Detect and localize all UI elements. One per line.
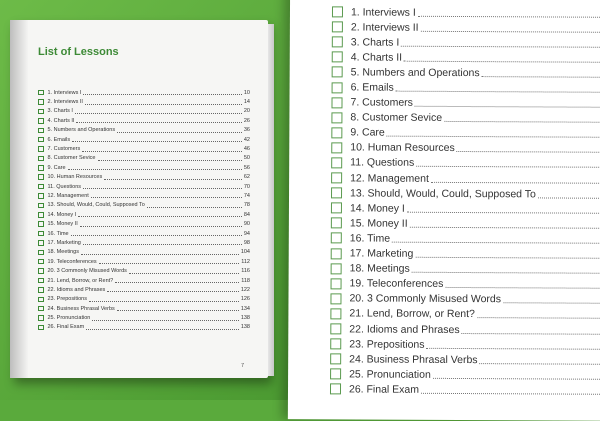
checkbox-icon[interactable]: [38, 259, 44, 265]
zoomed-lesson-item: [332, 80, 600, 97]
checkbox-icon[interactable]: [38, 184, 44, 190]
dot-leader: [416, 159, 600, 168]
zoomed-lesson-item: [330, 382, 600, 399]
dot-leader: [107, 287, 239, 292]
book-page-number: 7: [241, 363, 245, 369]
book-lesson-item: [38, 97, 250, 106]
dot-leader: [431, 174, 600, 183]
book-lesson-page: 138: [240, 315, 250, 322]
book-lesson-page: 112: [241, 258, 250, 265]
book-lesson-item: [38, 182, 250, 191]
book-lesson-item: [38, 107, 250, 116]
checkbox-icon[interactable]: [38, 118, 44, 124]
book-lesson-page: 134: [240, 305, 250, 312]
dot-leader: [412, 265, 600, 274]
book-lesson-label: 20. 3 Commonly Misused Words: [47, 268, 127, 275]
dot-leader: [457, 144, 600, 153]
dot-leader: [80, 222, 242, 227]
dot-leader: [147, 203, 242, 208]
checkbox-icon[interactable]: [38, 128, 44, 134]
zoomed-lesson-label: 5. Numbers and Operations: [350, 66, 480, 80]
book-lesson-page: 118: [241, 277, 250, 284]
book-lesson-item: [38, 323, 250, 332]
dot-leader: [462, 326, 600, 335]
dot-leader: [83, 240, 242, 245]
book-lesson-item: [38, 173, 250, 182]
checkbox-icon[interactable]: [332, 67, 343, 78]
book-lesson-item: [38, 116, 250, 125]
checkbox-icon[interactable]: [330, 293, 341, 304]
book-lesson-page: 50: [243, 155, 250, 162]
zoomed-lesson-label: 26. Final Exam: [348, 383, 420, 396]
dot-leader: [482, 69, 600, 78]
checkbox-icon[interactable]: [38, 250, 44, 256]
zoomed-lesson-label: 22. Idioms and Phrases: [349, 322, 460, 336]
book-lesson-item: [38, 126, 250, 135]
book-lesson-label: 8. Customer Sevice: [47, 155, 96, 162]
book-lesson-label: 15. Money II: [47, 221, 78, 228]
dot-leader: [68, 165, 242, 170]
book-lesson-item: [38, 313, 250, 322]
book-lesson-item: [38, 238, 250, 247]
zoomed-lesson-item: [330, 321, 600, 338]
book-lesson-label: 19. Teleconferences: [47, 258, 97, 265]
book-lesson-item: [38, 210, 250, 219]
checkbox-icon[interactable]: [332, 37, 343, 48]
dot-leader: [410, 220, 600, 229]
book-lesson-label: 11. Questions: [47, 183, 82, 190]
zoomed-lesson-item: [332, 4, 600, 21]
book-lesson-label: 12. Management: [47, 192, 89, 199]
zoomed-lesson-item: [331, 231, 600, 248]
book-lesson-label: 25. Pronunciation: [47, 315, 91, 322]
dot-leader: [477, 311, 600, 320]
dot-leader: [104, 175, 242, 180]
checkbox-icon[interactable]: [38, 193, 44, 199]
zoomed-lesson-label: 17. Marketing: [349, 247, 414, 260]
dot-leader: [433, 371, 600, 380]
book-lesson-label: 23. Prepositions: [47, 296, 87, 303]
checkbox-icon[interactable]: [330, 323, 341, 334]
dot-leader: [503, 296, 600, 305]
zoomed-lesson-item: [331, 125, 600, 142]
book-title: List of Lessons: [38, 46, 119, 58]
checkbox-icon[interactable]: [330, 338, 341, 349]
zoomed-lesson-label: 12. Management: [350, 172, 429, 185]
book-lesson-item: [38, 154, 250, 163]
book-lesson-page: 78: [243, 202, 250, 209]
zoomed-lesson-label: 2. Interviews II: [350, 21, 419, 34]
checkbox-icon[interactable]: [38, 174, 44, 180]
dot-leader: [83, 184, 242, 189]
dot-leader: [72, 137, 242, 142]
zoomed-lesson-label: 25. Pronunciation: [349, 368, 431, 381]
book-lesson-list: [38, 88, 250, 332]
book-lesson-label: 3. Charts I: [47, 108, 73, 115]
dot-leader: [115, 278, 239, 283]
checkbox-icon[interactable]: [38, 137, 44, 143]
dot-leader: [75, 109, 242, 114]
zoomed-lesson-item: [331, 201, 600, 218]
book-lesson-page: 74: [243, 192, 250, 199]
book-lesson-page: 84: [243, 211, 250, 218]
dot-leader: [81, 250, 239, 255]
zoomed-lesson-label: 4. Charts II: [350, 51, 403, 64]
checkbox-icon[interactable]: [38, 240, 44, 246]
zoomed-lesson-item: [331, 110, 600, 127]
book-lesson-label: 6. Emails: [47, 136, 71, 143]
checkbox-icon[interactable]: [331, 233, 342, 244]
book-lesson-item: [38, 201, 250, 210]
checkbox-icon[interactable]: [38, 165, 44, 171]
checkbox-icon[interactable]: [331, 248, 342, 259]
book-lesson-label: 21. Lend, Borrow, or Rent?: [47, 277, 114, 284]
checkbox-icon[interactable]: [330, 369, 341, 380]
checkbox-icon[interactable]: [38, 315, 44, 321]
zoomed-lesson-item: [331, 140, 600, 157]
checkbox-icon[interactable]: [38, 212, 44, 218]
book-lesson-item: [38, 229, 250, 238]
book-lesson-label: 10. Human Resources: [47, 174, 103, 181]
checkbox-icon[interactable]: [332, 82, 343, 93]
book-lesson-page: 90: [243, 221, 250, 228]
dot-leader: [415, 99, 600, 108]
zoomed-lesson-label: 24. Business Phrasal Verbs: [349, 353, 478, 366]
book-lesson-page: 94: [243, 230, 250, 237]
dot-leader: [401, 38, 600, 47]
book-lesson-label: 22. Idioms and Phrases: [47, 286, 106, 293]
zoomed-lesson-item: [330, 351, 600, 368]
dot-leader: [82, 147, 242, 152]
checkbox-icon[interactable]: [330, 354, 341, 365]
book-lesson-item: [38, 248, 250, 257]
zoomed-lesson-label: 10. Human Resources: [350, 141, 455, 155]
book-lesson-page: 42: [243, 136, 250, 143]
checkbox-icon[interactable]: [331, 278, 342, 289]
book-lesson-page: 26: [243, 117, 250, 124]
book-lesson-item: [38, 163, 250, 172]
dot-leader: [71, 231, 242, 236]
book-lesson-page: 62: [243, 174, 250, 181]
dot-leader: [392, 235, 600, 244]
checkbox-icon[interactable]: [331, 203, 342, 214]
checkbox-icon[interactable]: [38, 99, 44, 105]
checkbox-icon[interactable]: [38, 306, 44, 312]
book-lesson-item: [38, 285, 250, 294]
dot-leader: [76, 118, 241, 123]
zoomed-lesson-item: [332, 50, 600, 67]
book-lesson-item: [38, 295, 250, 304]
checkbox-icon[interactable]: [38, 268, 44, 274]
zoomed-lesson-label: 6. Emails: [350, 81, 394, 94]
dot-leader: [480, 356, 600, 365]
book-lesson-page: 104: [240, 249, 250, 256]
checkbox-icon[interactable]: [331, 97, 342, 108]
dot-leader: [404, 54, 600, 63]
zoomed-lesson-label: 20. 3 Commonly Misused Words: [349, 292, 502, 306]
checkbox-icon[interactable]: [38, 325, 44, 331]
book-lesson-page: 138: [240, 324, 250, 331]
dot-leader: [85, 100, 242, 105]
zoomed-lesson-item: [330, 306, 600, 323]
zoomed-lesson-label: 3. Charts I: [350, 36, 400, 49]
zoomed-lesson-item: [330, 291, 600, 308]
checkbox-icon[interactable]: [38, 156, 44, 162]
checkbox-icon[interactable]: [38, 203, 44, 209]
book-lesson-label: 24. Business Phrasal Verbs: [47, 305, 115, 312]
zoomed-lesson-label: 8. Customer Sevice: [350, 111, 443, 125]
checkbox-icon[interactable]: [38, 287, 44, 293]
dot-leader: [387, 129, 600, 138]
zoomed-lesson-label: 23. Prepositions: [349, 338, 425, 351]
zoomed-lesson-label: 1. Interviews I: [350, 5, 416, 19]
checkbox-icon[interactable]: [331, 112, 342, 123]
zoomed-page: [288, 0, 600, 421]
checkbox-icon[interactable]: [38, 297, 44, 303]
checkbox-icon[interactable]: [38, 146, 44, 152]
book-lesson-page: 36: [243, 127, 250, 134]
book-lesson-page: 126: [240, 296, 250, 303]
dot-leader: [92, 316, 239, 321]
book-lesson-label: 18. Meetings: [47, 249, 79, 256]
checkbox-icon[interactable]: [331, 142, 342, 153]
book-lesson-page: 46: [243, 146, 250, 153]
book-lesson-label: 7. Customers: [47, 146, 81, 153]
checkbox-icon[interactable]: [332, 21, 343, 32]
zoomed-lesson-item: [332, 19, 600, 36]
dot-leader: [91, 193, 242, 198]
checkbox-icon[interactable]: [38, 221, 44, 227]
book-lesson-label: 4. Charts II: [47, 117, 75, 124]
zoomed-lesson-item: [331, 185, 600, 202]
dot-leader: [538, 190, 600, 198]
book-lesson-page: 20: [243, 108, 250, 115]
checkbox-icon[interactable]: [38, 231, 44, 237]
dot-leader: [427, 340, 600, 349]
dot-leader: [78, 212, 242, 217]
dot-leader: [444, 114, 600, 123]
zoomed-lesson-item: [330, 336, 600, 353]
checkbox-icon[interactable]: [38, 109, 44, 115]
book-lesson-page: 10: [243, 89, 250, 96]
book-lesson-item: [38, 88, 250, 97]
book-lesson-item: [38, 135, 250, 144]
book-lesson-label: 2. Interviews II: [47, 99, 83, 106]
book-lesson-page: 98: [243, 239, 250, 246]
dot-leader: [445, 280, 600, 289]
book-lesson-item: [38, 191, 250, 200]
dot-leader: [415, 250, 600, 259]
zoomed-lesson-label: 18. Meetings: [349, 262, 410, 275]
dot-leader: [86, 325, 239, 330]
zoomed-lesson-label: 7. Customers: [350, 96, 413, 109]
zoomed-lesson-label: 11. Questions: [350, 156, 415, 170]
checkbox-icon[interactable]: [330, 308, 341, 319]
book-lesson-label: 13. Should, Would, Could, Supposed To: [47, 202, 145, 209]
dot-leader: [117, 306, 239, 311]
book-lesson-page: 116: [241, 268, 250, 275]
zoomed-lesson-item: [331, 155, 600, 172]
book-lesson-item: [38, 257, 250, 266]
book-lesson-item: [38, 266, 250, 275]
book-lesson-label: 17. Marketing: [47, 239, 81, 246]
book-lesson-label: 9. Care: [47, 164, 66, 171]
checkbox-icon[interactable]: [331, 263, 342, 274]
checkbox-icon[interactable]: [38, 278, 44, 284]
book-lesson-item: [38, 276, 250, 285]
dot-leader: [117, 128, 242, 133]
checkbox-icon[interactable]: [331, 188, 342, 199]
book-lesson-page: 14: [243, 99, 250, 106]
zoomed-lesson-label: 14. Money I: [349, 202, 405, 215]
zoomed-lesson-item: [332, 65, 600, 82]
zoomed-lesson-item: [331, 216, 600, 233]
dot-leader: [89, 297, 239, 302]
zoomed-lesson-label: 15. Money II: [349, 217, 408, 230]
book-lesson-item: [38, 219, 250, 228]
checkbox-icon[interactable]: [331, 218, 342, 229]
dot-leader: [129, 269, 239, 274]
book-lesson-label: 5. Numbers and Operations: [47, 127, 116, 134]
book-page: [10, 20, 268, 378]
checkbox-icon[interactable]: [331, 157, 342, 168]
book-lesson-page: 70: [243, 183, 250, 190]
checkbox-icon[interactable]: [331, 127, 342, 138]
zoomed-lesson-item: [332, 35, 600, 52]
book-lesson-page: 56: [243, 164, 250, 171]
book-lesson-label: 14. Money I: [47, 211, 77, 218]
checkbox-icon[interactable]: [38, 90, 44, 96]
zoomed-lesson-label: 13. Should, Would, Could, Supposed To: [350, 187, 536, 201]
checkbox-icon[interactable]: [332, 52, 343, 63]
dot-leader: [421, 23, 600, 32]
book-lesson-label: 1. Interviews I: [47, 89, 82, 96]
checkbox-icon[interactable]: [332, 6, 343, 17]
book-lesson-page: 122: [240, 286, 250, 293]
zoomed-lesson-label: 19. Teleconferences: [349, 277, 444, 291]
book-lesson-label: 26. Final Exam: [47, 324, 85, 331]
dot-leader: [83, 90, 241, 95]
dot-leader: [421, 386, 600, 395]
checkbox-icon[interactable]: [331, 172, 342, 183]
book-lesson-item: [38, 144, 250, 153]
dot-leader: [396, 84, 600, 93]
dot-leader: [418, 8, 600, 17]
zoomed-lesson-item: [330, 367, 600, 384]
zoomed-lesson-label: 16. Time: [349, 232, 391, 245]
dot-leader: [99, 259, 240, 264]
zoomed-lesson-list: [330, 4, 600, 398]
dot-leader: [407, 204, 600, 213]
zoomed-lesson-item: [331, 261, 600, 278]
zoomed-lesson-item: [331, 170, 600, 187]
zoomed-lesson-item: [331, 246, 600, 263]
dot-leader: [98, 156, 242, 161]
zoomed-lesson-label: 21. Lend, Borrow, or Rent?: [349, 307, 475, 321]
zoomed-lesson-item: [331, 276, 600, 293]
book-lesson-label: 16. Time: [47, 230, 69, 237]
zoomed-lesson-label: 9. Care: [350, 126, 385, 139]
zoomed-lesson-item: [331, 95, 600, 112]
checkbox-icon[interactable]: [330, 384, 341, 395]
book-lesson-item: [38, 304, 250, 313]
